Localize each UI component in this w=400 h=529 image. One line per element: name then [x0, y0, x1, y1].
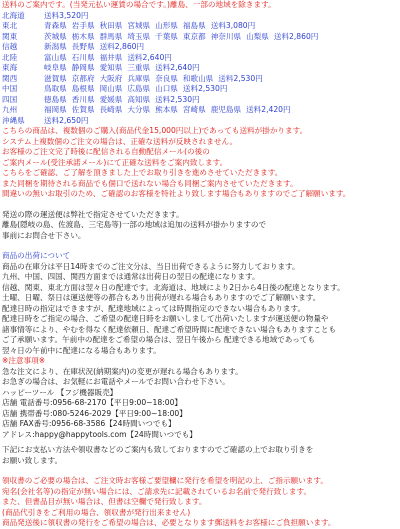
rate-prefecture: 東京都	[182, 31, 206, 41]
rate-prefecture: 徳島県	[44, 94, 67, 104]
rate-fee: 送料2,530円	[218, 73, 263, 83]
rate-prefecture: 兵庫県	[127, 73, 151, 83]
rate-prefecture: 岩手県	[71, 21, 95, 30]
rate-fee: 送料2,530円	[155, 94, 200, 104]
rate-prefecture: 秋田県	[99, 21, 123, 30]
payment-note	[2, 445, 398, 466]
receipt-section	[2, 476, 398, 529]
payment-line: 下記にお支払い方法や領収書などのご案内も致しておりますのでご確認の上でお取り引きを	[2, 445, 314, 454]
caution-body	[2, 367, 398, 388]
receipt-line: 領収書のご必要の場合は、ご注文時お客様ご要望欄に発行を希望を明記の上、ご指示願います。	[2, 476, 328, 485]
island-line: 発送の際の運送便は弊社で指定させていただきます。	[2, 209, 184, 219]
contact-value: 0956-68-2170	[52, 398, 107, 407]
contact-value: 0956-68-3586	[51, 419, 106, 428]
rate-row	[2, 105, 398, 116]
island-note	[2, 210, 398, 242]
notice-line: こちらをご確認、ご了解を頂きました上でお取り引きを進めさせていただきます。	[2, 168, 283, 177]
rate-region: 北陸	[2, 52, 18, 62]
contact-row	[2, 398, 398, 409]
rate-region: 四国	[2, 94, 18, 104]
rate-prefecture: 山口県	[155, 84, 178, 93]
shipping-section	[2, 0, 398, 200]
contact-row	[2, 419, 398, 430]
rate-row	[2, 84, 398, 95]
shipping-info-heading: 商品の出荷について	[2, 251, 71, 260]
rate-prefecture: 島根県	[71, 84, 95, 93]
contact-value: happy@happytools.com	[34, 429, 127, 439]
rate-prefecture: 富山県	[44, 52, 67, 62]
rate-region: 東北	[2, 21, 18, 30]
rate-prefecture: 茨城県	[44, 31, 67, 41]
spacer	[2, 200, 398, 210]
notice-line: ご案内メール(受注承諾メール)にて正確な送料をご案内致します。	[2, 157, 228, 167]
info-line: 翌々日の午前中に配達になる場合もあります。	[2, 345, 161, 355]
rate-prefecture: 香川県	[71, 94, 95, 104]
rate-prefecture: 岐阜県	[44, 63, 67, 72]
contact-list	[2, 398, 398, 440]
rate-region: 九州	[2, 105, 18, 114]
rate-prefecture: 京都府	[71, 73, 95, 83]
rate-prefecture: 山梨県	[246, 31, 269, 41]
caution-line: 急な注文により、在庫状況(納期案内)の変更が遅れる場合もあります。	[2, 366, 243, 376]
info-line: 配達日時をご指定の場合、ご希望の配達日時をお願いしまして出荷いたしますが運送便の物量や	[2, 314, 329, 323]
island-line: 事前にお問合せ下さい。	[2, 230, 86, 240]
rate-row	[2, 116, 398, 127]
rate-row	[2, 42, 398, 53]
caution-heading: ※注意事項※	[2, 356, 46, 365]
rate-region: 信越	[2, 42, 18, 51]
rate-fee: 送料2,650円	[44, 115, 89, 125]
receipt-line: 宛名(会社名等)の指定が無い場合には、ご請求先に記載されているお名前で発行致します。	[2, 486, 312, 496]
rate-fee: 送料2,860円	[99, 42, 145, 51]
rate-prefecture: 福岡県	[44, 105, 67, 114]
notice-line: お客様のご注文完了時後に配信される自動配信メール(の後の	[2, 147, 210, 156]
rate-fee: 送料3,080円	[210, 21, 256, 30]
info-line: ご了承願います。午前中の配達をご希望の場合は、翌日午後から 配達できる地域であっても	[2, 335, 316, 344]
rate-row	[2, 11, 398, 22]
notice-line: システム上複数個のご注文の場合は、正確な送料が反映されません。	[2, 136, 238, 146]
receipt-line: 商品発送後に領収書の発行をご希望の場合は、必要となります郵送料をお客様にご負担願います。	[2, 518, 336, 527]
rate-prefecture: 宮崎県	[182, 105, 206, 114]
rate-row	[2, 32, 398, 43]
rate-region: 沖縄県	[2, 115, 25, 125]
rate-prefecture: 福井県	[99, 52, 123, 62]
rate-prefecture: 宮城県	[127, 21, 151, 30]
rate-row	[2, 95, 398, 106]
shipping-info-section	[2, 251, 398, 440]
rate-row	[2, 63, 398, 74]
rate-prefecture: 群馬県	[99, 31, 123, 41]
rate-prefecture: 滋賀県	[44, 73, 67, 83]
contact-label: 店舗 携帯番号:	[2, 408, 53, 418]
rate-prefecture: 埼玉県	[127, 31, 151, 41]
info-line: 土曜、日曜、祭日は運送便等の都合もあり出荷が遅れる場合もありますのでご了解願います。	[2, 293, 321, 302]
rate-fee: 送料3,520円	[44, 10, 89, 20]
rate-prefecture: 山形県	[155, 21, 178, 30]
contact-label: アドレス:	[2, 429, 35, 439]
caution-line: お急ぎの場合は、お気軽にお電話やメールでお問い合わせ下さい。	[2, 377, 230, 386]
rate-region: 関西	[2, 73, 18, 83]
rate-row	[2, 74, 398, 85]
shipping-info-body	[2, 262, 398, 357]
rate-prefecture: 栃木県	[71, 31, 95, 41]
contact-hours: 【24時間いつでも】	[126, 429, 197, 439]
rate-prefecture: 熊本県	[155, 105, 178, 114]
spacer	[2, 466, 398, 476]
info-line: 商品の在庫分は平日14時までのご注文分は、当日出荷できるように努力しております。	[2, 261, 300, 271]
notice-line: また同梱を期待される商品でも個口で送れない場合も同梱ご案内させていただきます。	[2, 178, 298, 188]
rate-prefecture: 石川県	[71, 52, 95, 62]
rate-region: 北海道	[2, 10, 25, 20]
shipping-notice	[2, 126, 398, 200]
rate-prefecture: 新潟県	[44, 42, 67, 51]
rate-prefecture: 長崎県	[99, 105, 123, 114]
rate-prefecture: 鳥取県	[44, 84, 67, 93]
rate-fee: 送料2,640円	[127, 52, 172, 62]
rate-region: 関東	[2, 31, 18, 41]
contact-label: 店舗 FAX番号:	[2, 419, 52, 428]
page	[2, 0, 398, 529]
rate-prefecture: 長野県	[71, 42, 95, 51]
rate-prefecture: 神奈川県	[210, 31, 242, 41]
contact-row	[2, 430, 398, 441]
rate-fee: 送料2,640円	[155, 63, 200, 72]
notice-line: 間違いの無いお取引のため、ご確認のお客様を特社より致します場合もありますのでご了解願います。	[2, 189, 351, 198]
payment-line: お願い致します。	[2, 455, 63, 465]
rate-prefecture: 和歌山県	[182, 73, 214, 83]
rate-prefecture: 静岡県	[71, 63, 95, 72]
contact-hours: 【24時間いつでも】	[105, 419, 176, 428]
rate-prefecture: 奈良県	[155, 73, 178, 83]
rate-prefecture: 青森県	[44, 21, 67, 30]
rate-prefecture: 福島県	[182, 21, 206, 30]
shop-name: ハッピーツール 【フジ機器販売】	[2, 387, 118, 397]
island-line: 離島(隠岐の島、佐渡島、三宅島等)一部の地域は追加の送料が掛かりますので	[2, 220, 267, 229]
rate-fee: 送料2,420円	[246, 105, 291, 114]
rate-prefecture: 大阪府	[99, 73, 123, 83]
contact-row	[2, 409, 398, 420]
rate-region: 東海	[2, 63, 18, 72]
rate-prefecture: 佐賀県	[71, 105, 95, 114]
rate-row	[2, 53, 398, 64]
shipping-rate-table	[2, 11, 398, 127]
rate-prefecture: 愛媛県	[99, 94, 123, 104]
info-line: 諸事情等により、やむを得なく配達依頼日、配達ご希望時間に配達できない場合もありますことも	[2, 324, 337, 334]
rate-prefecture: 大分県	[127, 105, 151, 114]
info-line: 九州、中国、四国、関西方面までは通常は出荷日の翌日の配達になります。	[2, 272, 260, 281]
rate-prefecture: 岡山県	[99, 84, 123, 93]
contact-label: 店舗 電話番号:	[2, 398, 53, 407]
receipt-line: また、但書品目が無い場合は、但書は空欄で発行致します。	[2, 497, 207, 506]
info-line: 配達日時の指定はできますが、配達地域によっては時間指定のできない場合もあります。	[2, 303, 306, 313]
rate-prefecture: 千葉県	[155, 31, 178, 41]
contact-value: 080-5246-2029	[52, 408, 112, 418]
rate-prefecture: 愛知県	[99, 63, 123, 72]
rate-fee: 送料2,530円	[182, 84, 228, 93]
rate-prefecture: 鹿児島県	[210, 105, 242, 114]
contact-hours: 【平日9:00~18:00】	[106, 398, 183, 407]
receipt-line: (商品代引きをご利用の場合、領収書が発行出来ません)	[2, 507, 191, 517]
shipping-title: 送料のご案内です。(当発元払い運賃の場合です。)離島、一部の地域を除きます。	[2, 0, 276, 9]
notice-line: こちらの商品は、複数個のご購入(商品代金15,000円以上)であっても送料が掛かります。	[2, 126, 308, 135]
rate-fee: 送料2,860円	[273, 31, 319, 41]
rate-row	[2, 21, 398, 32]
contact-hours: 【平日9:00~18:00】	[111, 408, 187, 418]
rate-prefecture: 広島県	[127, 84, 151, 93]
rate-prefecture: 高知県	[127, 94, 151, 104]
info-line: 信越、関東、東北方面は翌々日の配達です。北海道は、地域により2日から4日後の配達となります。	[2, 282, 345, 292]
rate-prefecture: 三重県	[127, 63, 151, 72]
spacer	[2, 241, 398, 251]
rate-region: 中国	[2, 84, 18, 93]
